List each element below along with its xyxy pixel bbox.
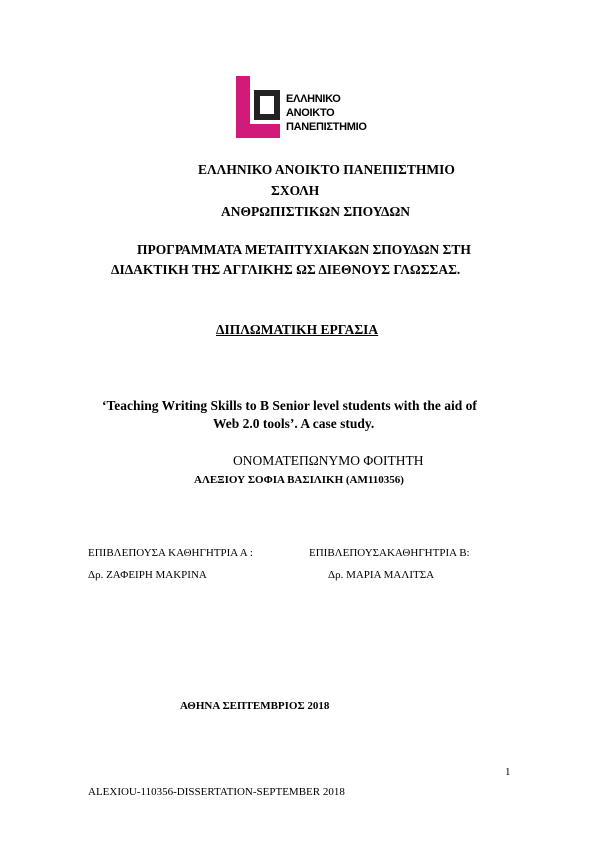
thesis-title-line1: ‘Teaching Writing Skills to B Senior level students with the aid of bbox=[102, 398, 477, 413]
program-line1: ΠΡΟΓΡΑΜΜΑΤΑ ΜΕΤΑΠΤΥΧΙΑΚΩΝ ΣΠΟΥΔΩΝ ΣΤΗ bbox=[137, 242, 471, 257]
supervisor-a-label: ΕΠΙΒΛΕΠΟΥΣΑ ΚΑΘΗΓΗΤΡΙΑ Α : bbox=[88, 547, 253, 559]
thesis-title-line2: Web 2.0 tools’. A case study. bbox=[213, 416, 375, 431]
supervisor-b-label: ΕΠΙΒΛΕΠΟΥΣΑΚΑΘΗΓΗΤΡΙΑ Β: bbox=[309, 547, 470, 559]
logo-text-line3: ΠΑΝΕΠΙΣΤΗΜΙΟ bbox=[286, 121, 367, 133]
supervisor-a-name: Δρ. ΖΑΦΕΙΡΗ ΜΑΚΡΙΝΑ bbox=[88, 569, 207, 581]
logo-shape-window bbox=[260, 96, 274, 114]
school-label: ΣΧΟΛΗ bbox=[271, 183, 320, 198]
student-name: ΑΛΕΞΙΟΥ ΣΟΦΙΑ ΒΑΣΙΛΙΚΗ (ΑΜ110356) bbox=[194, 474, 404, 486]
page-number: 1 bbox=[505, 766, 511, 778]
university-name: ΕΛΛΗΝΙΚΟ ΑΝΟΙΚΤΟ ΠΑΝΕΠΙΣΤΗΜΙΟ bbox=[198, 162, 455, 177]
logo-shape-base bbox=[236, 124, 280, 138]
program-line2: ΔΙΔΑΚΤΙΚΗ ΤΗΣ ΑΓΓΛΙΚΗΣ ΩΣ ΔΙΕΘΝΟΥΣ ΓΛΩΣΣΑΣ. bbox=[111, 262, 461, 277]
logo-text-line1: ΕΛΛΗΝΙΚΟ bbox=[286, 93, 341, 105]
document-type: ΔΙΠΛΩΜΑΤΙΚΗ ΕΡΓΑΣΙΑ bbox=[216, 322, 379, 337]
university-logo bbox=[236, 76, 376, 138]
document-footer: ALEXIOU-110356-DISSERTATION-SEPTEMBER 2018 bbox=[88, 786, 345, 798]
place-date: ΑΘΗΝΑ ΣΕΠΤΕΜΒΡΙΟΣ 2018 bbox=[180, 700, 330, 712]
supervisor-b-name: Δρ. ΜΑΡΙΑ ΜΑΛΙΤΣΑ bbox=[328, 569, 435, 581]
student-label: ΟΝΟΜΑΤΕΠΩΝΥΜΟ ΦΟΙΤΗΤΗ bbox=[233, 453, 424, 468]
logo-text-line2: ΑΝΟΙΚΤΟ bbox=[286, 107, 335, 119]
faculty-name: ΑΝΘΡΩΠΙΣΤΙΚΩΝ ΣΠΟΥΔΩΝ bbox=[221, 204, 411, 219]
